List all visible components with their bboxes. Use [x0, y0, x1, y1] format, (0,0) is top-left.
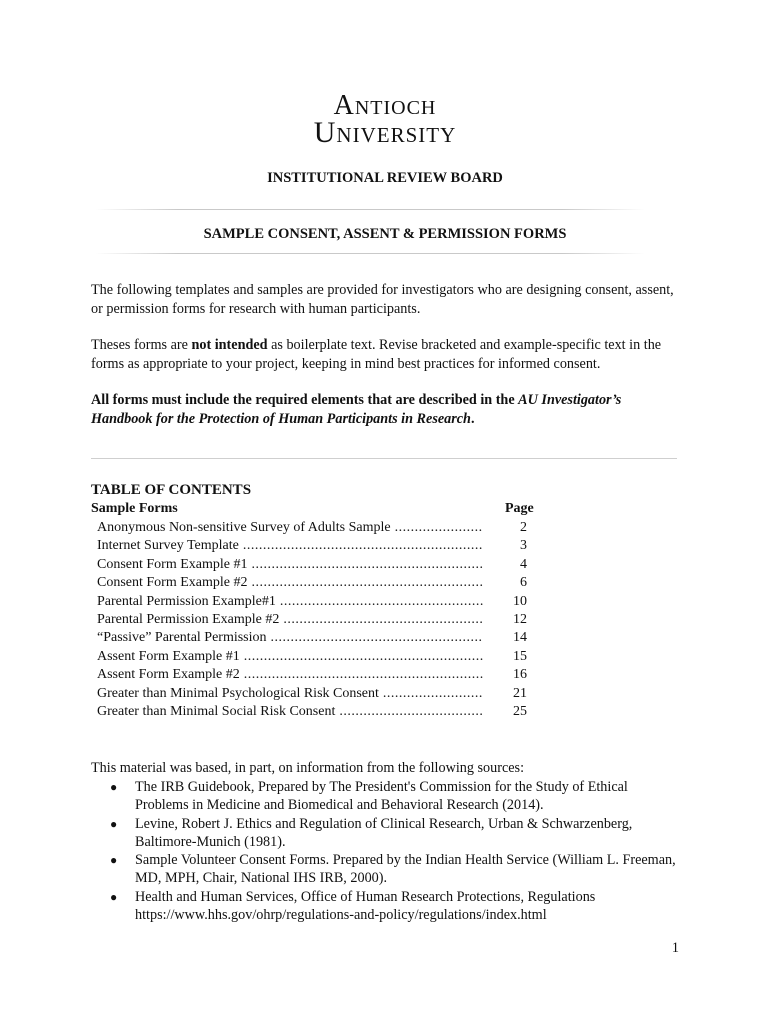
- requirement-period: .: [470, 410, 475, 427]
- source-item: [108, 778, 678, 815]
- toc-subtitle: Sample Forms: [91, 501, 178, 516]
- bullet-icon: ●: [110, 853, 118, 868]
- toc-leader-dots: [252, 574, 484, 592]
- toc-entry-page: 21: [513, 685, 527, 701]
- bullet-icon: ●: [110, 816, 118, 831]
- toc-entry-label: Anonymous Non-sensitive Survey of Adults Sample: [97, 520, 391, 535]
- toc-entry[interactable]: [97, 648, 537, 666]
- toc-leader-dots: [339, 703, 483, 721]
- toc-leader-dots: [244, 666, 483, 684]
- divider-before-toc: [91, 458, 677, 459]
- toc-entry-page: 12: [513, 611, 527, 627]
- toc-entry-label: Greater than Minimal Social Risk Consent: [97, 703, 336, 719]
- toc-leader-dots: [244, 648, 483, 666]
- toc-entry-label: Greater than Minimal Psychological Risk Consent: [97, 685, 379, 701]
- requirement-text: All forms must include the required elements that are described in the: [91, 392, 519, 408]
- logo-line-1: Antioch: [333, 90, 437, 121]
- source-item: [108, 888, 678, 925]
- divider-under-title: [95, 253, 645, 254]
- source-text: Sample Volunteer Consent Forms. Prepared by the Indian Health Service (William L. Freeman, MD, MPH, Chair, National IHS IRB, 2000).: [135, 852, 676, 887]
- logo-line-2: University: [313, 116, 457, 149]
- toc-entry-label: Parental Permission Example #2: [97, 611, 280, 627]
- toc-list: [97, 519, 537, 721]
- toc-entry-page: 10: [513, 593, 527, 609]
- toc-entry-page: 2: [520, 520, 527, 535]
- toc-entry-label: Assent Form Example #1: [97, 648, 240, 664]
- p2-text-start: Theses forms are: [91, 337, 192, 353]
- toc-entry-label: “Passive” Parental Permission: [97, 630, 267, 646]
- source-text: The IRB Guidebook, Prepared by The President's Commission for the Study of Ethical Problems in Medicine and Biomedical and Behavioral Research (2014).: [135, 779, 628, 814]
- toc-entry[interactable]: [97, 519, 537, 537]
- toc-leader-dots: [395, 519, 483, 537]
- intro-paragraph-2: [91, 336, 681, 373]
- toc-entry-page: 14: [513, 630, 527, 646]
- sources-intro: This material was based, in part, on information from the following sources:: [91, 760, 525, 776]
- toc-entry-label: Consent Form Example #2: [97, 575, 248, 591]
- toc-leader-dots: [283, 611, 483, 629]
- toc-entry[interactable]: [97, 556, 537, 574]
- toc-entry-page: 25: [513, 703, 527, 719]
- toc-entry[interactable]: [97, 574, 537, 592]
- handbook-title: AU Investigator’s Handbook for the Protection of Human Participants in Research: [91, 392, 622, 427]
- toc-leader-dots: [243, 537, 483, 555]
- toc-entry[interactable]: [97, 611, 537, 629]
- toc-entry[interactable]: [97, 629, 537, 647]
- source-item: [108, 851, 678, 888]
- toc-entry-label: Assent Form Example #2: [97, 667, 240, 683]
- p2-emphasis: not intended: [191, 337, 268, 353]
- toc-entry[interactable]: [97, 703, 537, 721]
- toc-entry-page: 6: [520, 575, 527, 591]
- p2-text-end: as boilerplate text. Revise bracketed and example-specific text in the forms as appropriate to your project, keeping in mind best practices for informed consent.: [91, 337, 662, 372]
- toc-entry[interactable]: [97, 666, 537, 684]
- toc-entry-page: 15: [513, 648, 527, 664]
- toc-entry[interactable]: [97, 593, 537, 611]
- board-heading: INSTITUTIONAL REVIEW BOARD: [267, 170, 503, 186]
- page-number: 1: [671, 940, 679, 956]
- source-item: [108, 815, 678, 852]
- source-text: Levine, Robert J. Ethics and Regulation of Clinical Research, Urban & Schwarzenberg, Baltimore-Munich (1981).: [135, 815, 633, 850]
- requirement-notice: [91, 391, 681, 428]
- toc-entry-label: Internet Survey Template: [97, 538, 239, 554]
- divider-top: [95, 209, 645, 210]
- toc-leader-dots: [252, 556, 484, 574]
- toc-title: TABLE OF CONTENTS: [91, 482, 252, 498]
- toc-entry-label: Parental Permission Example#1: [97, 593, 276, 609]
- toc-entry-page: 4: [520, 556, 527, 572]
- toc-entry[interactable]: [97, 537, 537, 555]
- document-title: SAMPLE CONSENT, ASSENT & PERMISSION FORMS: [203, 226, 567, 242]
- intro-paragraph-1: The following templates and samples are provided for investigators who are designing consent, assent, or permission forms for research with human participants.: [91, 282, 674, 317]
- toc-entry[interactable]: [97, 685, 537, 703]
- bullet-icon: ●: [110, 889, 118, 904]
- toc-entry-label: Consent Form Example #1: [97, 556, 248, 572]
- toc-leader-dots: [271, 629, 483, 647]
- toc-page-header: Page: [505, 501, 534, 516]
- toc-entry-page: 16: [513, 667, 527, 683]
- source-text: Health and Human Services, Office of Human Research Protections, Regulations https://www.hhs.gov/ohrp/regulations-and-policy/regulations/index.html: [135, 888, 596, 924]
- toc-leader-dots: [280, 593, 483, 611]
- bullet-icon: ●: [110, 780, 118, 794]
- sources-list: [108, 778, 678, 924]
- toc-leader-dots: [383, 685, 483, 703]
- antioch-university-logo: [0, 92, 770, 148]
- toc-entry-page: 3: [520, 538, 527, 554]
